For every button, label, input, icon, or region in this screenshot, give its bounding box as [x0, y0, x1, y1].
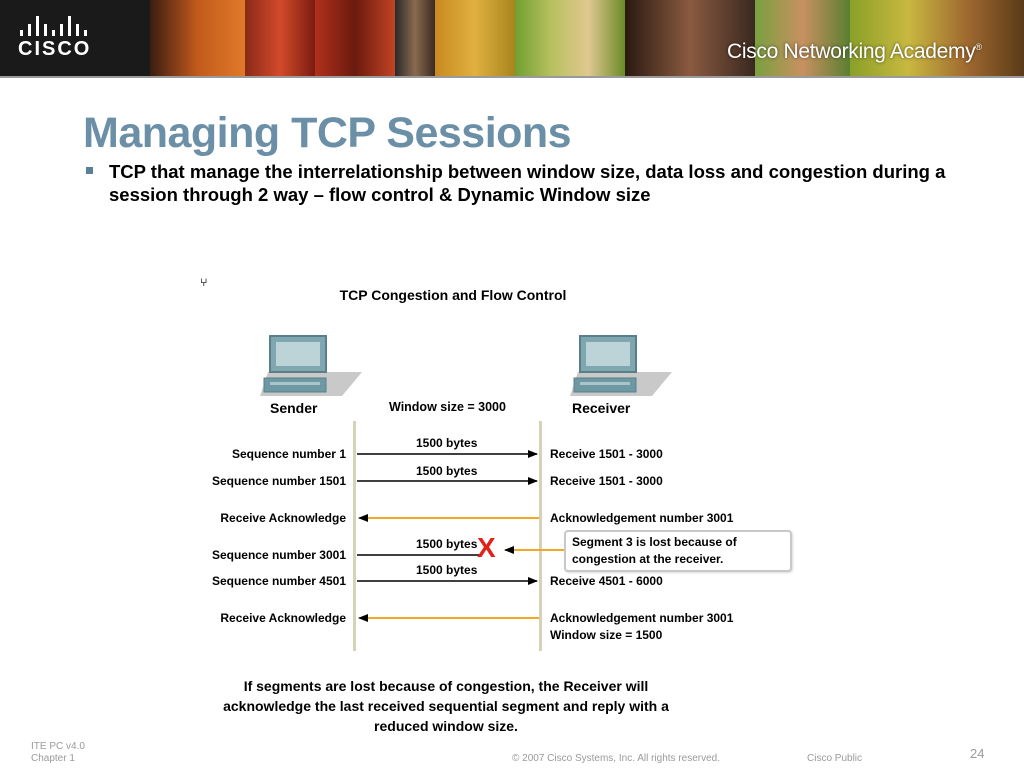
arrow-layer: [190, 270, 830, 740]
bullet-text: TCP that manage the interrelationship between window size, data loss and congestion during a session through 2 way – flow control & Dynamic Window size: [109, 161, 946, 205]
banner-photo-5: [435, 0, 515, 76]
window-size-label: Window size = 3000: [389, 400, 506, 414]
window-update-label: Window size = 1500: [550, 628, 663, 642]
cisco-logo-wordmark: CISCO: [18, 38, 92, 60]
banner-photo-7: [625, 0, 755, 76]
sender-label: Sender: [270, 400, 318, 416]
banner-photo-3: [315, 0, 395, 76]
row1-right-label: Receive 1501 - 3000: [550, 447, 663, 461]
banner-photo-9: [850, 0, 1024, 76]
footer-chapter: Chapter 1: [31, 753, 75, 764]
row2-left-label: Sequence number 1501: [211, 474, 346, 488]
tcp-diagram: [190, 270, 830, 740]
registered-mark: ®: [975, 42, 982, 52]
row4-bytes-label: 1500 bytes: [416, 537, 478, 551]
networking-academy-logo: [727, 40, 982, 64]
row2-right-label: Receive 1501 - 3000: [550, 474, 663, 488]
banner-photo-6: [515, 0, 625, 76]
row3-left-label: Receive Acknowledge: [220, 511, 346, 525]
row2-bytes-label: 1500 bytes: [416, 464, 478, 478]
footer-copyright: © 2007 Cisco Systems, Inc. All rights reserved.: [512, 753, 721, 764]
bullet-marker-icon: [86, 167, 93, 174]
academy-name: Cisco Networking Academy: [727, 40, 976, 63]
row3-right-label: Acknowledgement number 3001: [550, 511, 734, 525]
banner-photo-4: [395, 0, 435, 76]
row5-left-label: Sequence number 4501: [211, 574, 346, 588]
cisco-logo-bars-icon: [20, 14, 92, 36]
row6-left-label: Receive Acknowledge: [220, 611, 346, 625]
row4-left-label: Sequence number 3001: [211, 548, 346, 562]
page-number: 24: [970, 746, 985, 761]
footer-course: ITE PC v4.0: [31, 741, 85, 752]
row1-bytes-label: 1500 bytes: [416, 436, 478, 450]
row6-right-label: Acknowledgement number 3001: [550, 611, 734, 625]
diagram-caption: If segments are lost because of congestion, the Receiver will acknowledge the last received sequential segment and reply with a reduced window size.: [223, 678, 669, 734]
cisco-logo: [18, 14, 98, 62]
receiver-label: Receiver: [572, 400, 631, 416]
row5-right-label: Receive 4501 - 6000: [550, 574, 663, 588]
row5-bytes-label: 1500 bytes: [416, 563, 478, 577]
segment-lost-callout: [564, 530, 792, 572]
cursor-icon: ⵖ: [200, 278, 208, 289]
slide-title: Managing TCP Sessions: [83, 109, 572, 157]
diagram-title: TCP Congestion and Flow Control: [339, 287, 567, 303]
banner-photo-2: [245, 0, 315, 76]
banner-photo-1: [150, 0, 245, 76]
header-banner: [0, 0, 1024, 78]
banner-photo-8: [755, 0, 850, 76]
callout-text: Segment 3 is lost because of congestion at the receiver.: [572, 535, 737, 566]
row1-left-label: Sequence number 1: [231, 447, 346, 461]
footer-classification: Cisco Public: [807, 753, 863, 764]
segment-lost-x-icon: X: [477, 532, 496, 563]
banner-rule: [0, 76, 1024, 78]
